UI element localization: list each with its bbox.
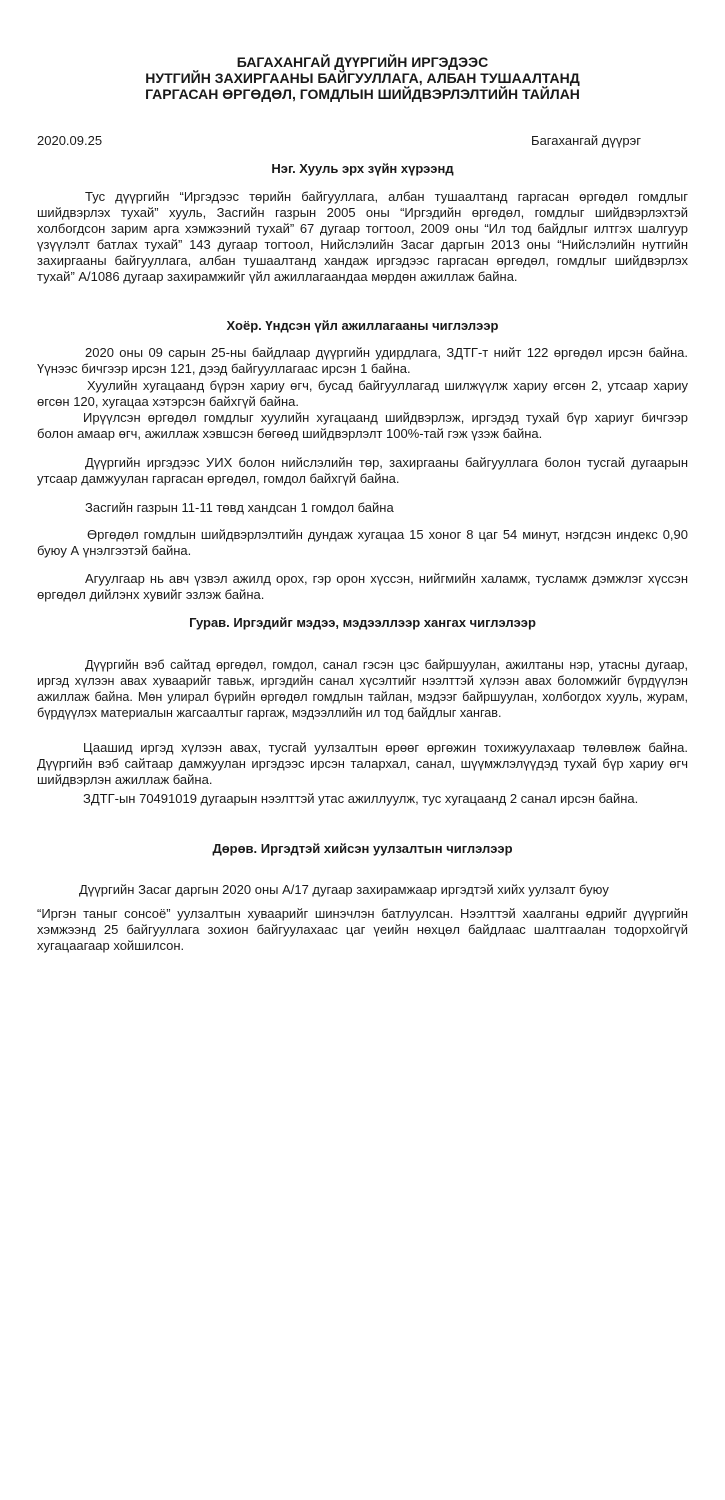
section-1-heading: Нэг. Хууль эрх зүйн хүрээнд — [271, 161, 454, 176]
section-4-paragraph-2: “Иргэн таныг сонсоё” уулзалтын хуваарийг шинэчлэн батлуулсан. Нээлттэй хаалганы өдрийг дүүргийн хэмжээнд 25 байгууллага зохион байгуулахаас цаг үеийн нөхцөл байдлаас шалтгаалан тодорхойгүй хугацаагаар хойшилсон. — [37, 906, 688, 953]
section-1-paragraph-1: Тус дүүргийн “Иргэдээс төрийн байгууллага, албан тушаалтанд гаргасан өргөдөл гомдлыг шийдвэрлэх тухай” хууль, Засгийн газрын 2005 оны “Иргэдийн өргөдөл, гомдлыг шийдвэрлэхтэй холбогдсон зарим арга хэмжээний тухай” 67 дугаар тогтоол, 2009 оны “Ил тод байдлыг илтгэх шалгуур үзүүлэлт батлах тухай” 143 дугаар тогтоол, Нийслэлийн Засаг даргын 2013 оны “Нийслэлийн нутгийн захиргааны байгууллага, албан тушаалтанд хандаж иргэдээс гаргасан өргөдөл, гомдлыг шийдвэрлэх тухай” А/1086 дугаар захирамжийг үйл ажиллагаандаа мөрдөн ажиллаж байна. — [37, 189, 688, 284]
section-3-heading: Гурав. Иргэдийг мэдээ, мэдээллээр хангах чиглэлээр — [189, 615, 536, 630]
report-title-line-2: НУТГИЙН ЗАХИРГААНЫ БАЙГУУЛЛАГА, АЛБАН ТУШААЛТАНД — [145, 70, 580, 86]
section-4-paragraph-1: Дүүргийн Засаг даргын 2020 оны А/17 дугаар захирамжаар иргэдтэй хийх уулзалт буюу — [79, 882, 609, 897]
report-place: Багахангай дүүрэг — [531, 133, 641, 148]
section-3-paragraph-1: Дүүргийн вэб сайтад өргөдөл, гомдол, санал гэсэн цэс байршуулан, ажилтаны нэр, утасны дугаар, иргэд хүлээн авах хуваарийг тавьж, иргэдийн санал хүсэлтийг нээлттэй хүлээн авах боломжийг бүрдүүлэн ажиллаж байна. Мөн улирал бүрийн өргөдөл гомдлын тайлан, мэдээг байршуулан, холбогдох хууль, журам, бүрдүүлэх материалын жагсаалтыг гаргаж, мэдээллийн ил тод байдлыг хангав. — [37, 658, 688, 720]
report-title-line-3: ГАРГАСАН ӨРГӨДӨЛ, ГОМДЛЫН ШИЙДВЭРЛЭЛТИЙН ТАЙЛАН — [145, 86, 580, 102]
report-title — [0, 54, 725, 102]
section-2-heading: Хоёр. Үндсэн үйл ажиллагааны чиглэлээр — [226, 318, 499, 333]
report-date: 2020.09.25 — [37, 133, 103, 148]
section-3-paragraph-3: ЗДТГ-ын 70491019 дугаарын нээлттэй утас ажиллуулж, тус хугацаанд 2 санал ирсэн байна. — [83, 791, 639, 806]
section-2-paragraph-2: Хуулийн хугацаанд бүрэн хариу өгч, бусад байгууллагад шилжүүлж хариу өгсөн 2, утсаар хариу өгсөн 120, хугацаа хэтэрсэн байхгүй байна. — [37, 378, 688, 409]
section-4-heading: Дөрөв. Иргэдтэй хийсэн уулзалтын чиглэлээр — [212, 841, 513, 856]
report-title-line-1: БАГАХАНГАЙ ДҮҮРГИЙН ИРГЭДЭЭС — [236, 54, 489, 70]
section-2-paragraph-6: Өргөдөл гомдлын шийдвэрлэлтийн дундаж хугацаа 15 хоног 8 цаг 54 минут, нэгдсэн индекс 0,90 буюу А үнэлгээтэй байна. — [37, 527, 688, 558]
section-2-paragraph-7: Агуулгаар нь авч үзвэл ажилд орох, гэр орон хүссэн, нийгмийн халамж, тусламж дэмжлэг хүссэн өргөдөл дийлэнх хувийг эзлэж байна. — [37, 571, 688, 602]
section-2-paragraph-1: 2020 оны 09 сарын 25-ны байдлаар дүүргийн удирдлага, ЗДТГ-т нийт 122 өргөдөл ирсэн байна. Үүнээс бичгээр ирсэн 121, дээд байгууллагаас ирсэн 1 байна. — [37, 345, 688, 376]
section-2-paragraph-5: Засгийн газрын 11-11 төвд хандсан 1 гомдол байна — [85, 500, 394, 515]
section-2-paragraph-4: Дүүргийн иргэдээс УИХ болон нийслэлийн төр, захиргааны байгууллага болон тусгай дугаарын утсаар дамжуулан гаргасан өргөдөл, гомдол байхгүй байна. — [37, 455, 688, 486]
section-2-paragraph-3: Ирүүлсэн өргөдөл гомдлыг хуулийн хугацаанд шийдвэрлэж, иргэдэд тухай бүр хариуг бичгээр болон амаар өгч, ажиллаж хэвшсэн бөгөөд шийдвэрлэлт 100%-тай гэж үзэж байна. — [37, 410, 688, 441]
section-3-paragraph-2: Цаашид иргэд хүлээн авах, тусгай уулзалтын өрөөг өргөжин тохижуулахаар төлөвлөж байна. Дүүргийн вэб сайтаар дамжуулан иргэдээс ирсэн талархал, санал, шүүмжлэлүүдэд тухай бүр хариу өгч шийдвэрлэн ажиллаж байна. — [37, 740, 688, 787]
